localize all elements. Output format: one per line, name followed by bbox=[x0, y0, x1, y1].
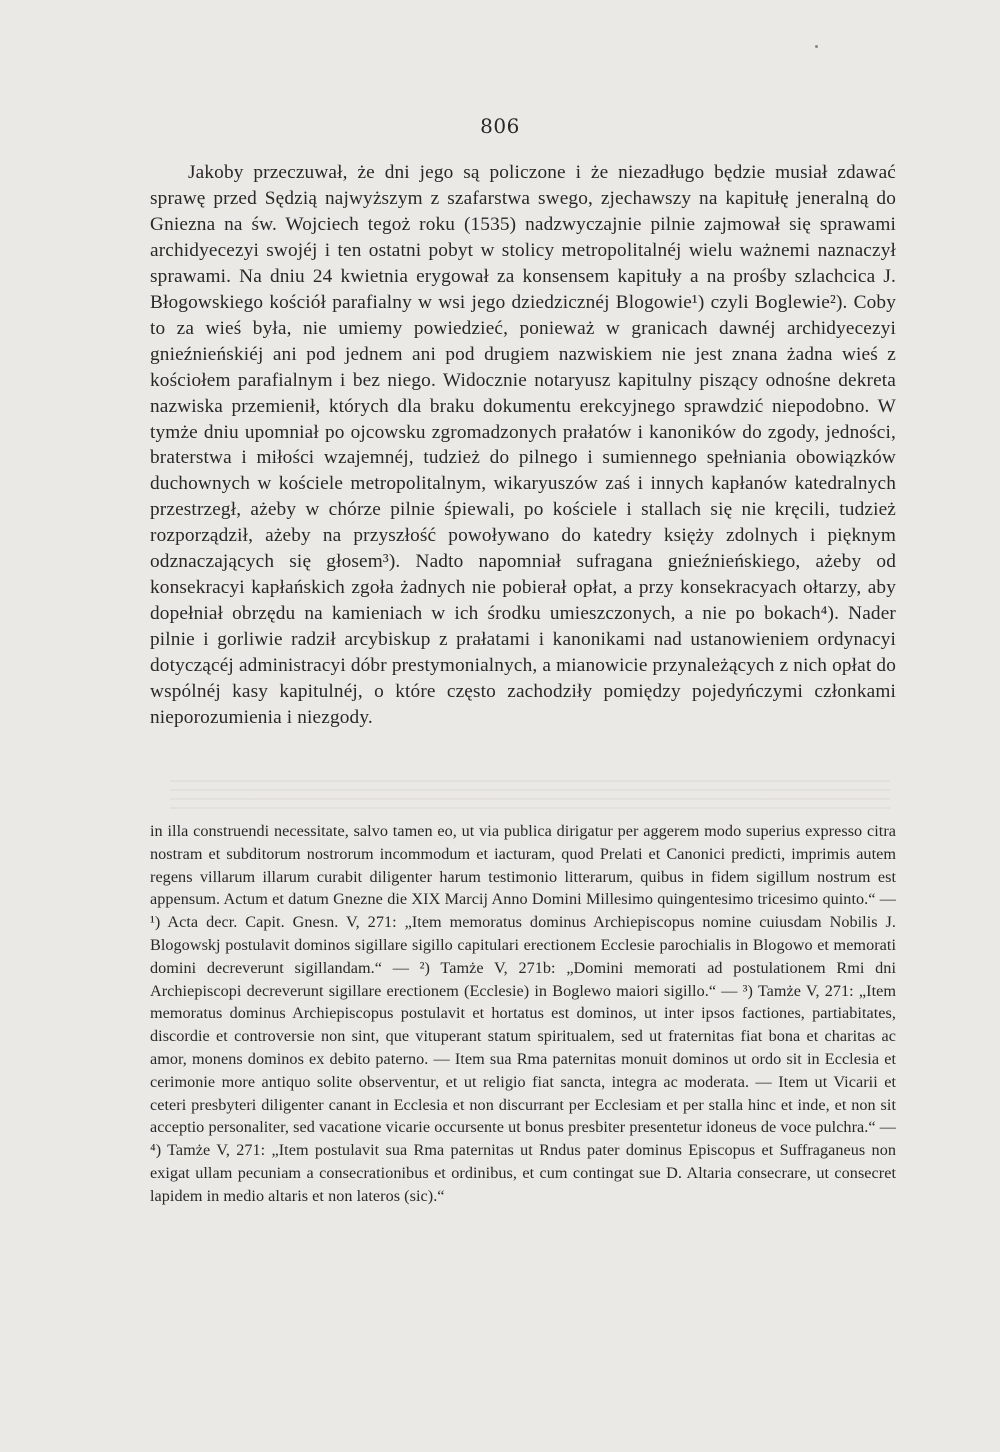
bleed-through-shadow bbox=[170, 780, 890, 814]
main-paragraph: Jakoby przeczuwał, że dni jego są policzone i że niezadługo będzie musiał zdawać sprawę przed Sędzią najwyższym z szafarstwa swego, zjechawszy na kapitułę jeneralną do Gniezna na św. Wojciech tegoż roku (1535) nadzwyczajnie pilnie zajmował się sprawami archidyecezyi swojéj i ten ostatni pobyt w stolicy metropolitalnéj wielu ważnemi naznaczył sprawami. Na dniu 24 kwietnia erygował za konsensem kapituły a na prośby szlachcica J. Błogowskiego kościół parafialny w wsi jego dziedzicznéj Blogowie¹) czyli Boglewie²). Coby to za wieś była, nie umiemy powiedzieć, ponieważ w granicach dawnéj archidyecezyi gnieźnieńskiéj ani pod jednem ani pod drugiem nazwiskiem nie jest znana żadna wieś z kościołem parafialnym i bez niego. Widocznie notaryusz kapitulny piszący odnośne dekreta nazwiska przemienił, których dla braku dokumentu erekcyjnego sprawdzić niepodobno. W tymże dniu upomniał po ojcowsku zgromadzonych prałatów i kanoników do zgody, jedności, braterstwa i miłości wzajemnéj, tudzież do pilnego i sumiennego spełniania obowiązków duchownych w kościele metropolitalnym, wikaryuszów zaś i innych kapłanów katedralnych przestrzegł, ażeby w chórze pilnie śpiewali, po kościele i stallach się nie kręcili, tudzież rozporządził, ażeby na przyszłość powoływano do katedry księży zdolnych i pięknym odznaczających się głosem³). Nadto napomniał sufragana gnieźnieńskiego, ażeby od konsekracyi kapłańskich zgoła żadnych nie pobierał opłat, a przy konsekracyach ołtarzy, aby dopełniał obrzędu na kamieniach w ich środku umieszczonych, a nie po bokach⁴). Nader pilnie i gorliwie radził arcybiskup z prałatami i kanonikami nad ustanowieniem ordynacyi dotyczącéj administracyi dóbr prestymonialnych, a mianowicie przynależących z nich opłat do wspólnéj kasy kapitulnéj, o które często zachodziły pomiędzy pojedyńczymi członkami nieporozumienia i niezgody. bbox=[150, 162, 896, 729]
footnotes-text: in illa construendi necessitate, salvo tamen eo, ut via publica dirigatur per aggerem modo superius expresso citra nostram et subditorum nostrorum incommodum et iacturam, quod Prelati et Canonici predicti, imprimis autem regens villarum illarum curabit diligenter harum testimonio litterarum, quibus in fidem sigillum nostrum est appensum. Actum et datum Gnezne die XIX Marcij Anno Domini Millesimo quingentesimo tricesimo quinto.“ — ¹) Acta decr. Capit. Gnesn. V, 271: „Item memoratus dominus Archiepiscopus nomine cuiusdam Nobilis J. Blogowskj postulavit dominos sigillare sigillo capitulari erectionem Ecclesie parochialis in Blogowo et memorati domini decreverunt sigillandam.“ — ²) Tamże V, 271b: „Domini memorati ad postulationem Rmi dni Archiepiscopi decreverunt sigillare erectionem (Ecclesie) in Boglewo maiori sigillo.“ — ³) Tamże V, 271: „Item memoratus dominus Archiepiscopus postulavit et hortatus est dominos, ut inter ipsos factiones, partiabitates, discordie et controversie non sint, que vituperant statum spiritualem, sed ut fraternitas fiat bona et charitas ac amor, monens dominos ex debito paterno. — Item sua Rma paternitas monuit dominos ut ordo sit in Ecclesia et cerimonie more antiquo solite observentur, et ut religio fiat sancta, integra ac moderata. — Item ut Vicarii et ceteri presbyteri diligenter canant in Ecclesia et non discurrant per Ecclesiam et per stalla hinc et inde, et non sit acceptio personaliter, sed vacatione vicarie occursente ut bonus presbiter presentetur idoneus de voce pulchra.“ — ⁴) Tamże V, 271: „Item postulavit sua Rma paternitas ut Rndus pater dominus Episcopus et Suffraganeus non exigat ullam pecuniam a consecrationibus et ordinibus, et cum contingat sue D. Altaria consecrare, ut consecret lapidem in medio altaris et non lateros (sic).“ bbox=[150, 822, 896, 1205]
footnotes-block bbox=[150, 820, 896, 1208]
main-text-block bbox=[150, 160, 896, 731]
page-number: 806 bbox=[480, 114, 520, 138]
speck-mark bbox=[815, 45, 818, 48]
